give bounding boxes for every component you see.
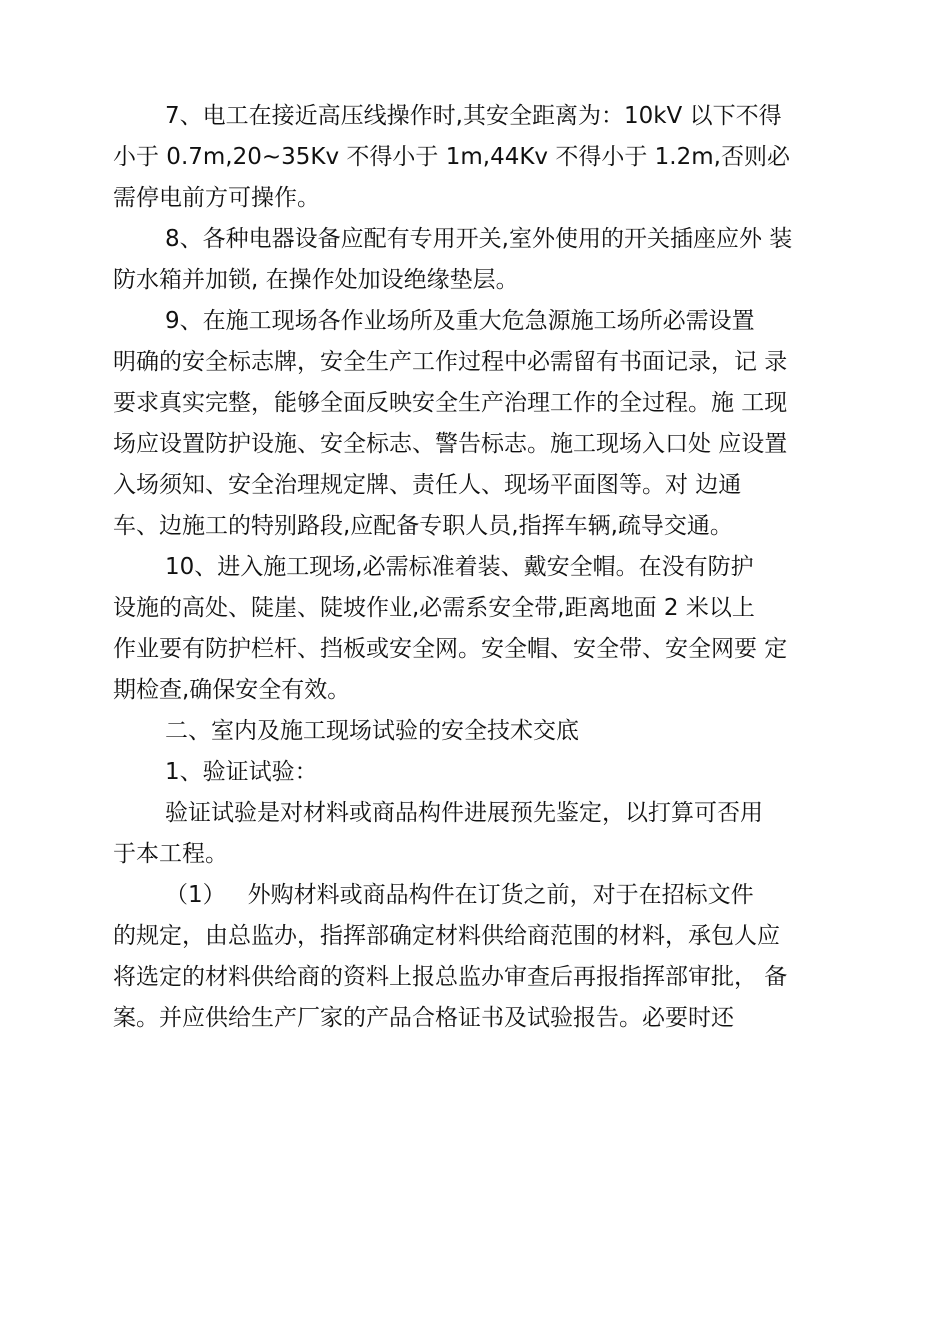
- text-line: 需停电前方可操作。: [113, 185, 320, 211]
- text-line: 7、电工在接近高压线操作时,其安全距离为：10kV 以下不得: [165, 103, 782, 129]
- item-title: 1、验证试验：: [165, 759, 318, 785]
- text-line: （1） 外购材料或商品构件在订货之前，对于在招标文件: [165, 882, 754, 908]
- text-line: 案。并应供给生产厂家的产品合格证书及试验报告。必要时还: [113, 1005, 734, 1031]
- sub-item-1: [113, 875, 837, 1039]
- paragraph-10: [113, 547, 837, 711]
- document-body: [113, 96, 837, 1039]
- text-line: 防水箱并加锁, 在操作处加设绝缘垫层。: [113, 267, 519, 293]
- text-line: 车、边施工的特别路段,应配备专职人员,指挥车辆,疏导交通。: [113, 513, 733, 539]
- paragraph-7: [113, 96, 837, 219]
- section-heading: [113, 711, 837, 752]
- paragraph-9: [113, 301, 837, 547]
- text-line: 9、在施工现场各作业场所及重大危急源施工场所必需设置: [165, 308, 755, 334]
- text-line: 设施的高处、陡崖、陡坡作业,必需系安全带,距离地面 2 米以上: [113, 595, 755, 621]
- section-title: 二、室内及施工现场试验的安全技术交底: [165, 718, 579, 744]
- text-line: 小于 0.7m,20~35Kv 不得小于 1m,44Kv 不得小于 1.2m,否则必: [113, 144, 790, 170]
- paragraph-8: [113, 219, 837, 301]
- item-heading: [113, 752, 837, 793]
- text-line: 期检查,确保安全有效。: [113, 677, 351, 703]
- text-line: 10、进入施工现场,必需标准着装、戴安全帽。在没有防护: [165, 554, 754, 580]
- text-line: 于本工程。: [113, 841, 228, 867]
- text-line: 明确的安全标志牌，安全生产工作过程中必需留有书面记录，记 录: [113, 349, 788, 375]
- text-line: 场应设置防护设施、安全标志、警告标志。施工现场入口处 应设置: [113, 431, 788, 457]
- text-line: 的规定，由总监办，指挥部确定材料供给商范围的材料，承包人应: [113, 923, 780, 949]
- text-line: 入场须知、安全治理规定牌、责任人、现场平面图等。对 边通: [113, 472, 742, 498]
- text-line: 8、各种电器设备应配有专用开关,室外使用的开关插座应外 装: [165, 226, 793, 252]
- text-line: 将选定的材料供给商的资料上报总监办审查后再报指挥部审批， 备: [113, 964, 788, 990]
- item-description: [113, 793, 837, 875]
- text-line: 作业要有防护栏杆、挡板或安全网。安全帽、安全带、安全网要 定: [113, 636, 788, 662]
- text-line: 验证试验是对材料或商品构件进展预先鉴定，以打算可否用: [165, 800, 763, 826]
- text-line: 要求真实完整，能够全面反映安全生产治理工作的全过程。施 工现: [113, 390, 788, 416]
